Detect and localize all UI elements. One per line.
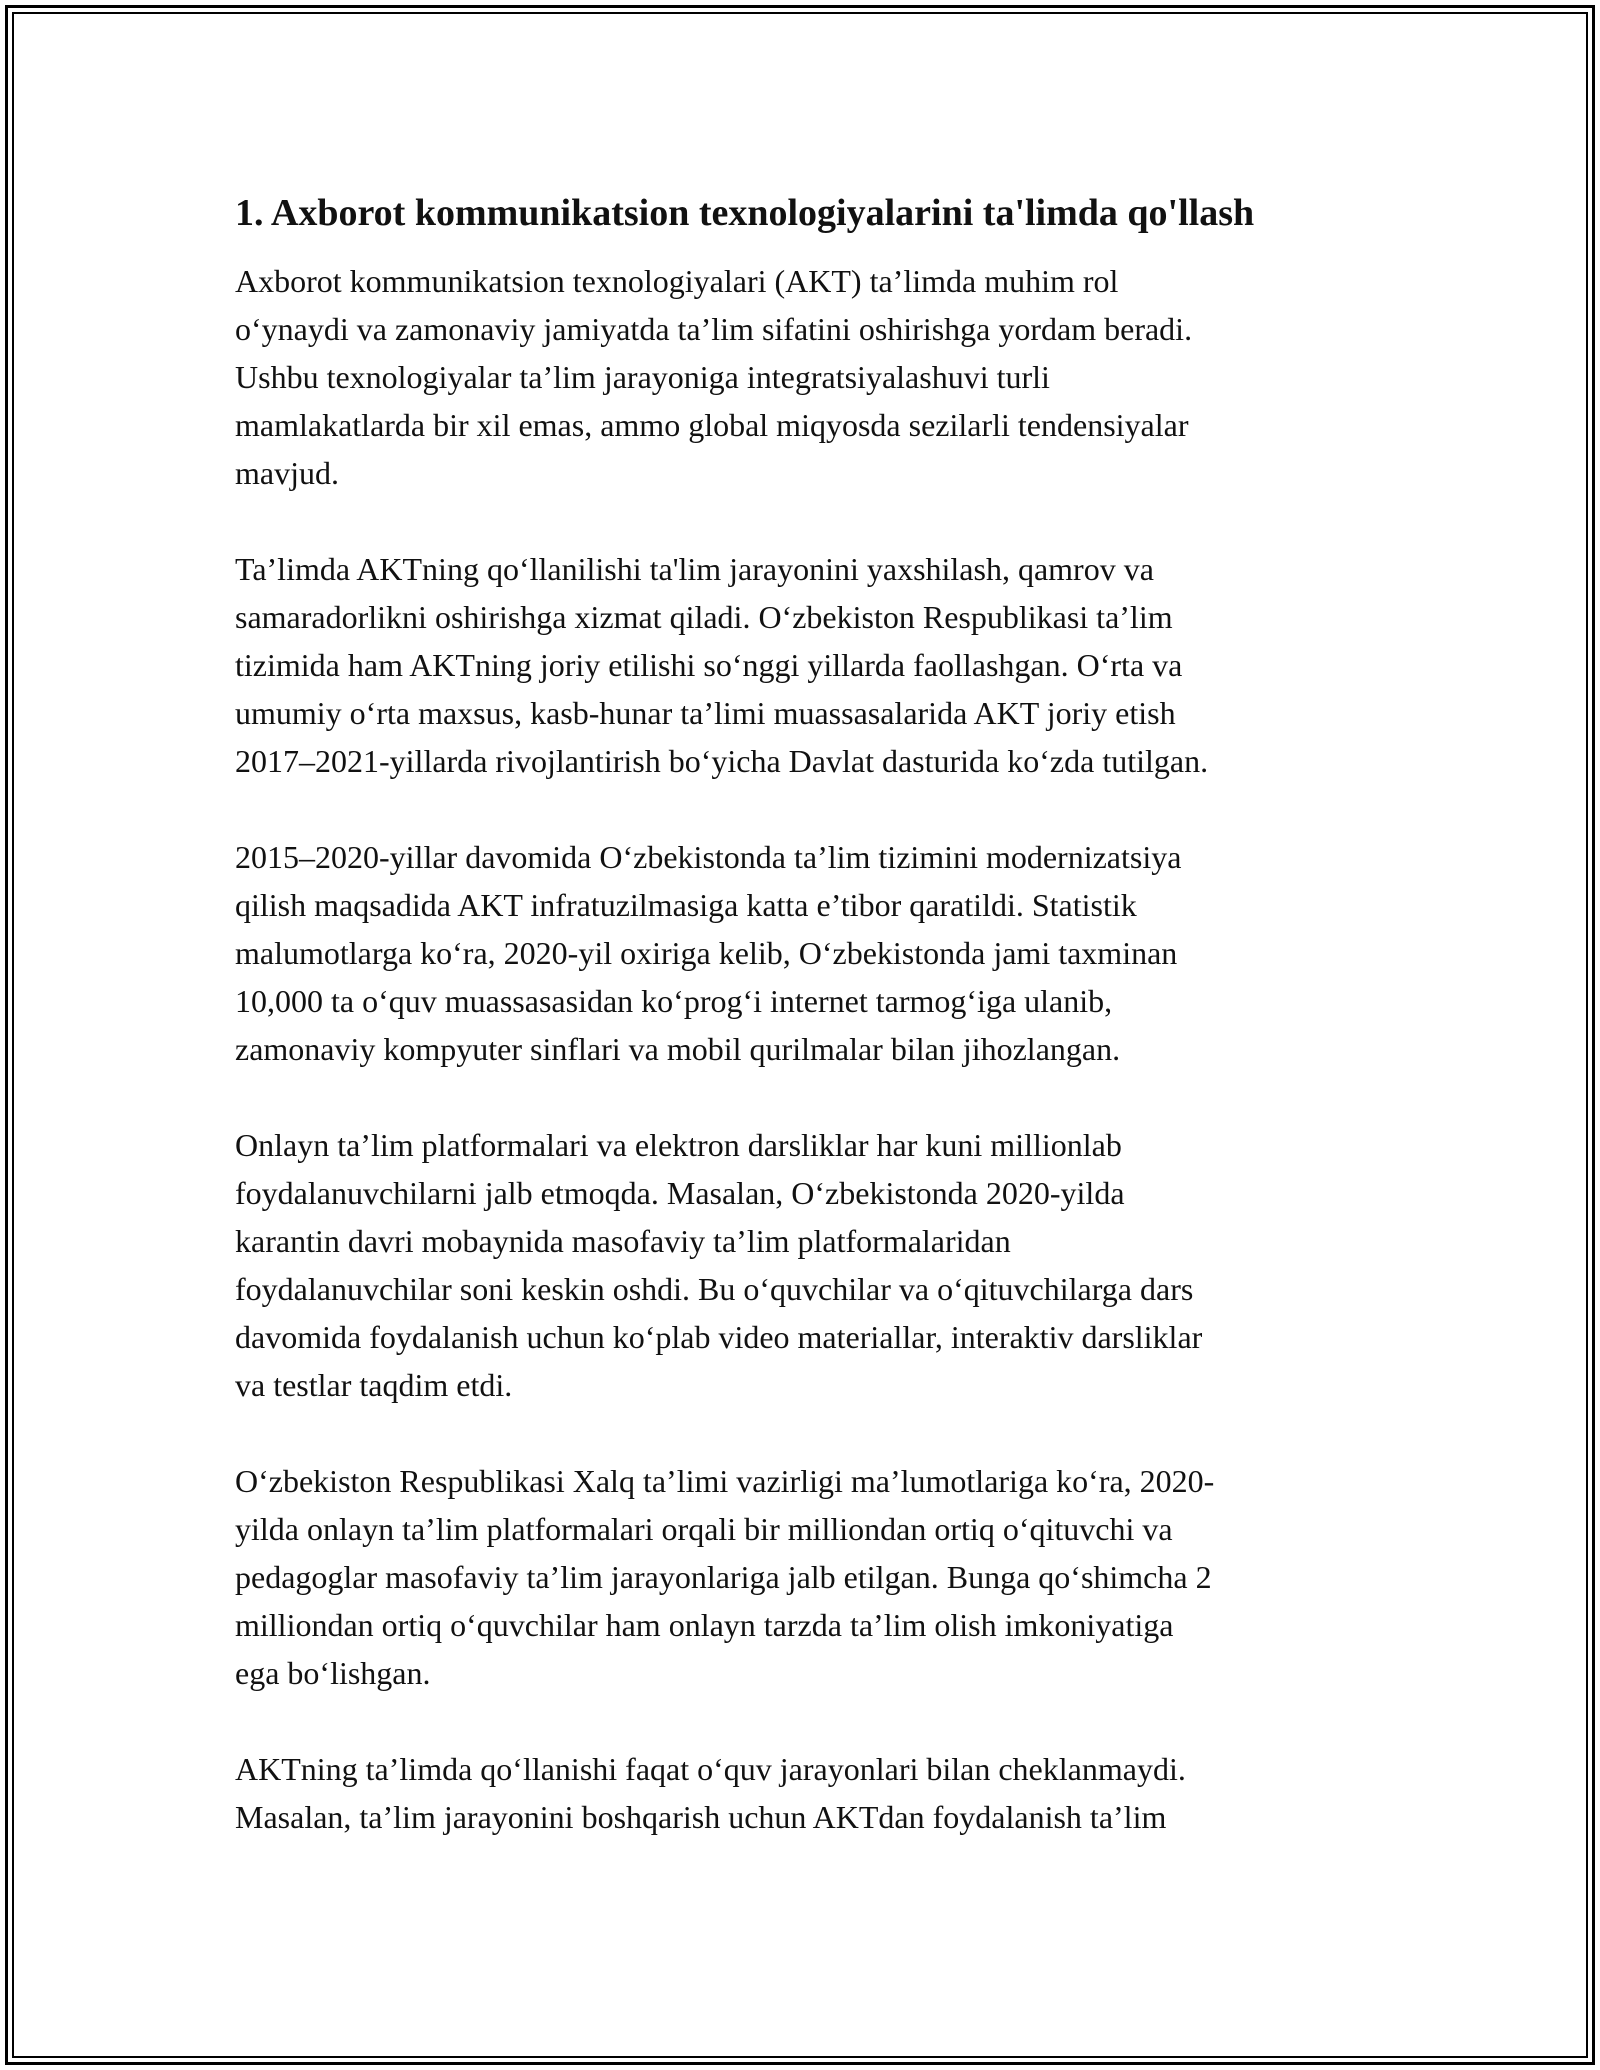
paragraph-2: Ta’limda AKTning qo‘llanilishi ta'lim jarayonini yaxshilash, qamrov va samaradorlikni oshirishga xizmat qiladi. O‘zbekiston Respublikasi ta’lim tizimida ham AKTning joriy etilishi so‘nggi yillarda faollashgan. O‘rta va umumiy o‘rta maxsus, kasb-hunar ta’limi muassasalarida AKT joriy etish 2017–2021-yillarda rivojlantirish bo‘yicha Davlat dasturida ko‘zda tutilgan. [235,551,1209,779]
paragraph-1: Axborot kommunikatsion texnologiyalari (AKT) ta’limda muhim rol o‘ynaydi va zamonaviy jamiyatda ta’lim sifatini oshirishga yordam beradi. Ushbu texnologiyalar ta’lim jarayoniga integratsiyalashuvi turli mamlakatlarda bir xil emas, ammo global miqyosda sezilarli tendensiyalar mavjud. [235,263,1193,491]
paragraph-5: O‘zbekiston Respublikasi Xalq ta’limi vazirligi ma’lumotlariga ko‘ra, 2020- yilda onlayn ta’lim platformalari orqali bir milliondan ortiq o‘qituvchi va pedagoglar masofaviy ta’lim jarayonlariga jalb etilgan. Bunga qo‘shimcha 2 milliondan ortiq o‘quvchilar ham onlayn tarzda ta’lim olish imkoniyatiga ega bo‘lishgan. [235,1463,1215,1691]
section-heading: 1. Axborot kommunikatsion texnologiyalarini ta'limda qo'llash [235,192,1255,234]
document-body [235,185,1375,1889]
paragraph-3: 2015–2020-yillar davomida O‘zbekistonda ta’lim tizimini modernizatsiya qilish maqsadida AKT infratuzilmasiga katta e’tibor qaratildi. Statistik malumotlarga ko‘ra, 2020-yil oxiriga kelib, O‘zbekistonda jami taxminan 10,000 ta o‘quv muassasasidan ko‘prog‘i internet tarmog‘iga ulanib, zamonaviy kompyuter sinflari va mobil qurilmalar bilan jihozlangan. [235,839,1182,1067]
paragraph-4: Onlayn ta’lim platformalari va elektron darsliklar har kuni millionlab foydalanuvchilarni jalb etmoqda. Masalan, O‘zbekistonda 2020-yilda karantin davri mobaynida masofaviy ta’lim platformalaridan foydalanuvchilar soni keskin oshdi. Bu o‘quvchilar va o‘qituvchilarga dars davomida foydalanish uchun ko‘plab video materiallar, interaktiv darsliklar va testlar taqdim etdi. [235,1127,1203,1403]
paragraph-6: AKTning ta’limda qo‘llanishi faqat o‘quv jarayonlari bilan cheklanmaydi. Masalan, ta’lim jarayonini boshqarish uchun AKTdan foydalanish ta’lim [235,1751,1186,1835]
